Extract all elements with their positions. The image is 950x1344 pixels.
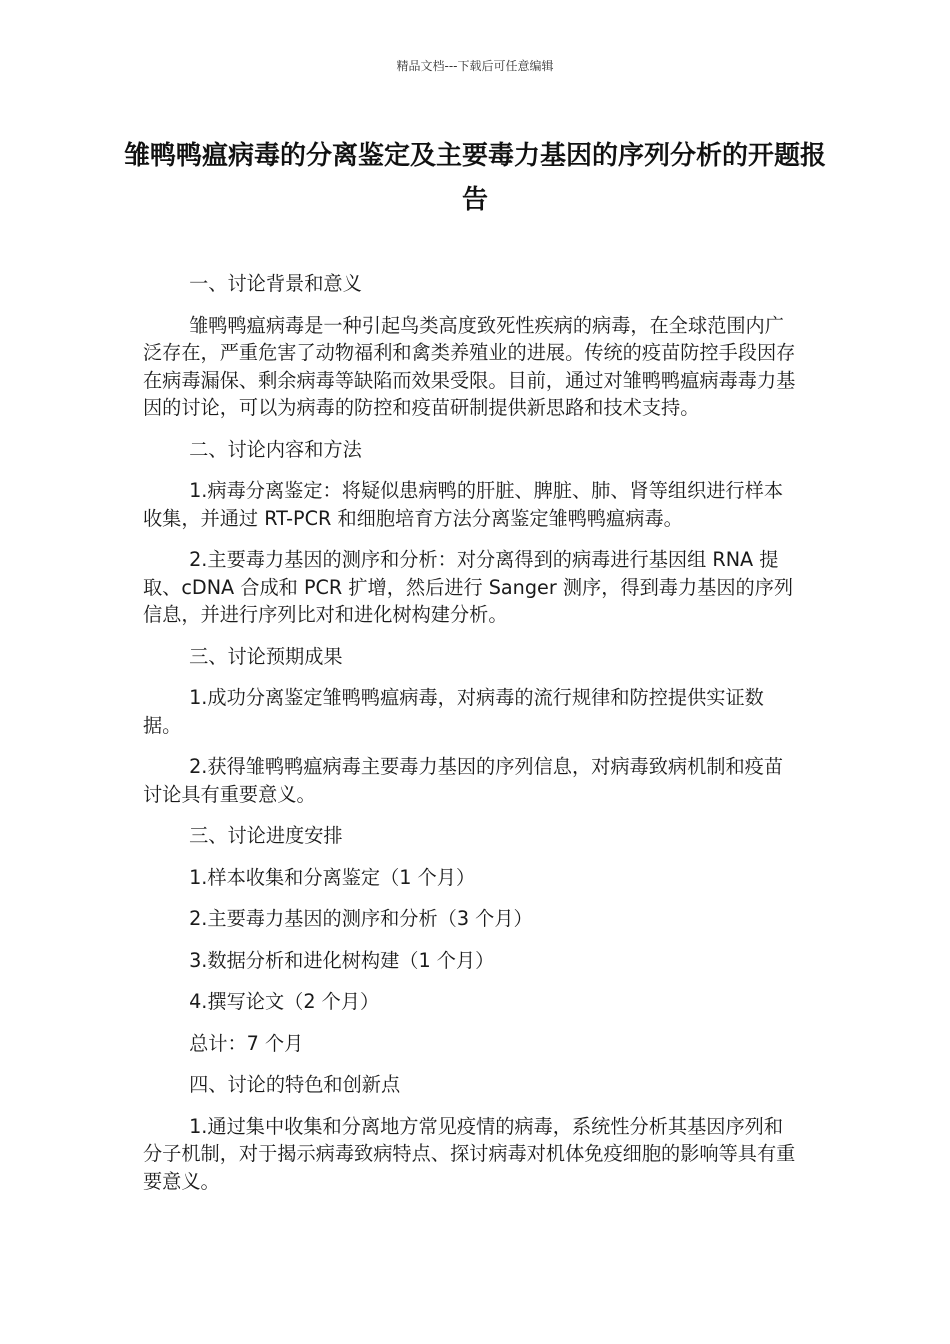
paragraph-result-1: 1.成功分离鉴定雏鸭鸭瘟病毒，对病毒的流行规律和防控提供实证数据。 xyxy=(143,686,764,737)
paragraph-result-2: 2.获得雏鸭鸭瘟病毒主要毒力基因的序列信息，对病毒致病机制和疫苗讨论具有重要意义。 xyxy=(143,755,784,806)
schedule-item-4: 4.撰写论文（2 个月） xyxy=(189,990,380,1013)
paragraph-method-2: 2.主要毒力基因的测序和分析：对分离得到的病毒进行基因组 RNA 提取、cDNA 合成和 PCR 扩增，然后进行 Sanger 测序，得到毒力基因的序列信息，并进行序列比对和进化树构建分析。 xyxy=(143,548,794,626)
section-heading-methods: 二、讨论内容和方法 xyxy=(189,437,362,461)
paragraph-background: 雏鸭鸭瘟病毒是一种引起鸟类高度致死性疾病的病毒，在全球范围内广泛存在，严重危害了动物福利和禽类养殖业的进展。传统的疫苗防控手段因存在病毒漏保、剩余病毒等缺陷而效果受限。目前，通过对雏鸭鸭瘟病毒毒力基因的讨论，可以为病毒的防控和疫苗研制提供新思路和技术支持。 xyxy=(143,313,796,419)
section-heading-background: 一、讨论背景和意义 xyxy=(189,272,362,295)
section-heading-features: 四、讨论的特色和创新点 xyxy=(189,1073,401,1096)
schedule-item-2: 2.主要毒力基因的测序和分析（3 个月） xyxy=(189,907,533,930)
page-header-note: 精品文档---下载后可任意编辑 xyxy=(396,59,554,73)
section-heading-expected-results: 三、讨论预期成果 xyxy=(189,644,343,668)
schedule-total: 总计：7 个月 xyxy=(189,1031,304,1055)
document-body xyxy=(143,270,798,1209)
section-heading-schedule: 三、讨论进度安排 xyxy=(189,824,343,847)
paragraph-feature-1: 1.通过集中收集和分离地方常见疫情的病毒，系统性分析其基因序列和分子机制，对于揭示病毒致病特点、探讨病毒对机体免疫细胞的影响等具有重要意义。 xyxy=(143,1114,796,1193)
document-title: 雏鸭鸭瘟病毒的分离鉴定及主要毒力基因的序列分析的开题报告 xyxy=(123,141,826,215)
schedule-item-1: 1.样本收集和分离鉴定（1 个月） xyxy=(189,865,476,889)
schedule-item-3: 3.数据分析和进化树构建（1 个月） xyxy=(189,948,495,972)
paragraph-method-1: 1.病毒分离鉴定：将疑似患病鸭的肝脏、脾脏、肺、肾等组织进行样本收集，并通过 RT-PCR 和细胞培育方法分离鉴定雏鸭鸭瘟病毒。 xyxy=(143,479,784,530)
